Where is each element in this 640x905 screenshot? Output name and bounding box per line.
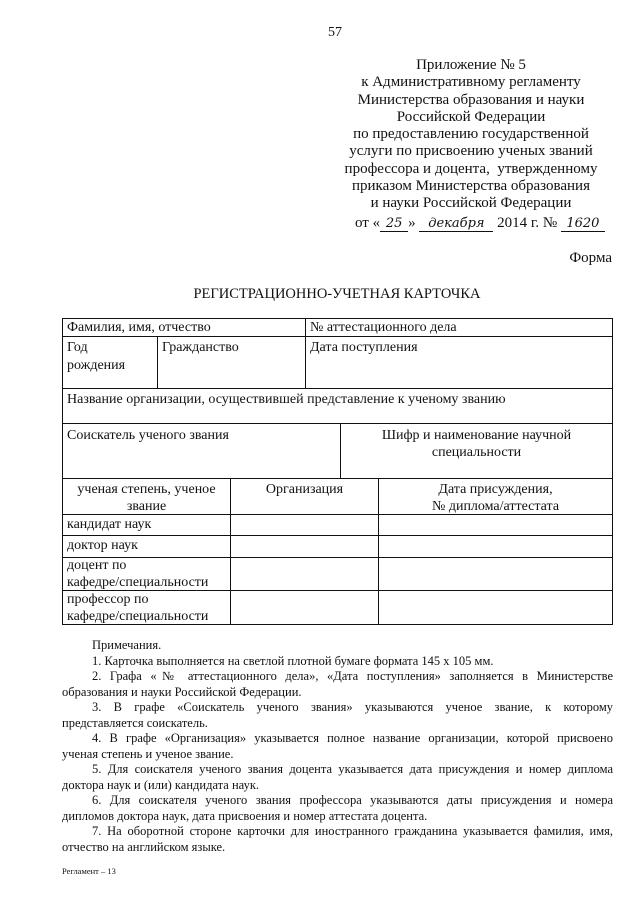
applicant-label: Соискатель ученого звания — [67, 428, 229, 443]
degree-row-candidate — [63, 515, 612, 536]
card-row — [63, 389, 612, 424]
citizenship-label: Гражданство — [162, 340, 239, 355]
degree-date-cell — [379, 558, 612, 590]
degree-label: кафедре/специальности — [67, 608, 209, 624]
degree-header-label: ученая степень, ученое — [77, 482, 216, 497]
degree-organization-cell — [231, 591, 379, 624]
degree-label: кафедре/специальности — [67, 574, 209, 590]
birth-year-label: Год — [67, 340, 88, 355]
specialty-field — [341, 424, 612, 478]
case-number-label: № аттестационного дела — [310, 320, 457, 335]
order-year: 2014 г. № — [497, 215, 558, 231]
appendix-line: Министерства образования и науки — [357, 91, 585, 108]
specialty-label: специальности — [431, 445, 522, 460]
appendix-line: услуги по присвоению ученых званий — [349, 143, 593, 160]
note-line: доктора наук и (или) кандидата наук. — [62, 777, 260, 792]
note-line: 3. В графе «Соискатель ученого звания» указываются ученое звание, к которому — [92, 700, 613, 714]
degrees-header-row — [63, 479, 612, 515]
note-line: 2. Графа «№ аттестационного дела», «Дата поступления» заполняется в Министерстве — [92, 669, 613, 683]
degree-label: доцент по — [67, 558, 127, 573]
order-number-handwritten: 1620 — [561, 216, 605, 232]
appendix-line: Приложение № 5 — [416, 57, 526, 73]
appendix-block — [336, 57, 606, 213]
full-name-label: Фамилия, имя, отчество — [67, 320, 211, 335]
degree-header — [63, 479, 231, 514]
note-line: ученая степень и ученое звание. — [62, 746, 234, 761]
note-line: отчество на английском языке. — [62, 839, 226, 854]
degree-label: профессор по — [67, 592, 149, 607]
award-date-header — [379, 479, 612, 514]
note-line: 1. Карточка выполняется на светлой плотной бумаге формата 145 х 105 мм. — [92, 653, 494, 668]
degree-date-cell — [379, 536, 612, 557]
degree-date-cell — [379, 591, 612, 624]
award-date-header-label: № диплома/аттестата — [431, 499, 560, 514]
degree-date-cell — [379, 515, 612, 535]
order-day-handwritten: 25 — [380, 216, 408, 232]
degree-row-professor — [63, 591, 612, 624]
full-name-field — [63, 319, 306, 336]
note-line: дипломов доктора наук, дата присвоения и номер аттестата доцента. — [62, 808, 428, 823]
birth-year-field — [63, 337, 158, 388]
order-month-handwritten: декабря — [419, 216, 493, 232]
card-row — [63, 319, 612, 337]
note-line: образования и науки Российской Федерации. — [62, 684, 302, 699]
organization-header-label: Организация — [265, 482, 344, 497]
form-label: Форма — [569, 250, 612, 266]
degree-row-doctor — [63, 536, 612, 558]
degree-organization-cell — [231, 536, 379, 557]
degree-label-cell — [63, 536, 231, 557]
degree-label: кандидат наук — [67, 517, 152, 532]
registration-card — [62, 318, 613, 625]
applicant-field — [63, 424, 341, 478]
appendix-line: к Административному регламенту — [361, 74, 581, 91]
appendix-line: и науки Российской Федерации — [370, 195, 572, 212]
organization-label: Название организации, осуществившей представление к ученому званию — [67, 392, 506, 407]
order-prefix: от « — [355, 215, 381, 231]
note-line: 7. На оборотной стороне карточки для иностранного гражданина указывается фамилия, имя, — [92, 824, 613, 838]
order-date-line — [355, 214, 605, 232]
arrival-date-field — [306, 337, 612, 388]
award-date-header-label: Дата присуждения, — [438, 482, 553, 497]
degree-label-cell — [63, 591, 231, 624]
appendix-line: Российской Федерации — [396, 108, 546, 125]
order-quote-close: » — [408, 215, 416, 231]
degree-label-cell — [63, 558, 231, 590]
degree-organization-cell — [231, 558, 379, 590]
notes-section — [62, 638, 613, 855]
note-line: 4. В графе «Организация» указывается полное название организации, которой присвоено — [92, 731, 613, 745]
organization-header — [231, 479, 379, 514]
note-line: 6. Для соискателя ученого звания профессора указываются даты присуждения и номера — [92, 793, 613, 807]
organization-field — [63, 389, 612, 423]
citizenship-field — [158, 337, 306, 388]
appendix-line: приказом Министерства образования — [352, 178, 590, 195]
degree-row-docent — [63, 558, 612, 591]
degree-header-label: звание — [126, 499, 167, 514]
birth-year-label: рождения — [67, 358, 126, 373]
appendix-line: профессора и доцента, утвержденному — [344, 160, 598, 177]
degree-label: доктор наук — [67, 538, 138, 553]
note-line: 5. Для соискателя ученого звания доцента указывается дата присуждения и номер диплома — [92, 762, 613, 776]
card-row — [63, 337, 612, 389]
note-line: представляется соискатель. — [62, 715, 208, 730]
degree-label-cell — [63, 515, 231, 535]
specialty-label: Шифр и наименование научной — [381, 428, 572, 443]
arrival-date-label: Дата поступления — [310, 340, 418, 355]
appendix-line: по предоставлению государственной — [353, 126, 589, 143]
notes-heading: Примечания. — [92, 638, 162, 652]
degree-organization-cell — [231, 515, 379, 535]
case-number-field — [306, 319, 612, 336]
footer-label: Регламент – 13 — [62, 866, 116, 876]
card-title: РЕГИСТРАЦИОННО-УЧЕТНАЯ КАРТОЧКА — [193, 286, 481, 302]
page-number: 57 — [328, 25, 342, 40]
card-row — [63, 424, 612, 479]
